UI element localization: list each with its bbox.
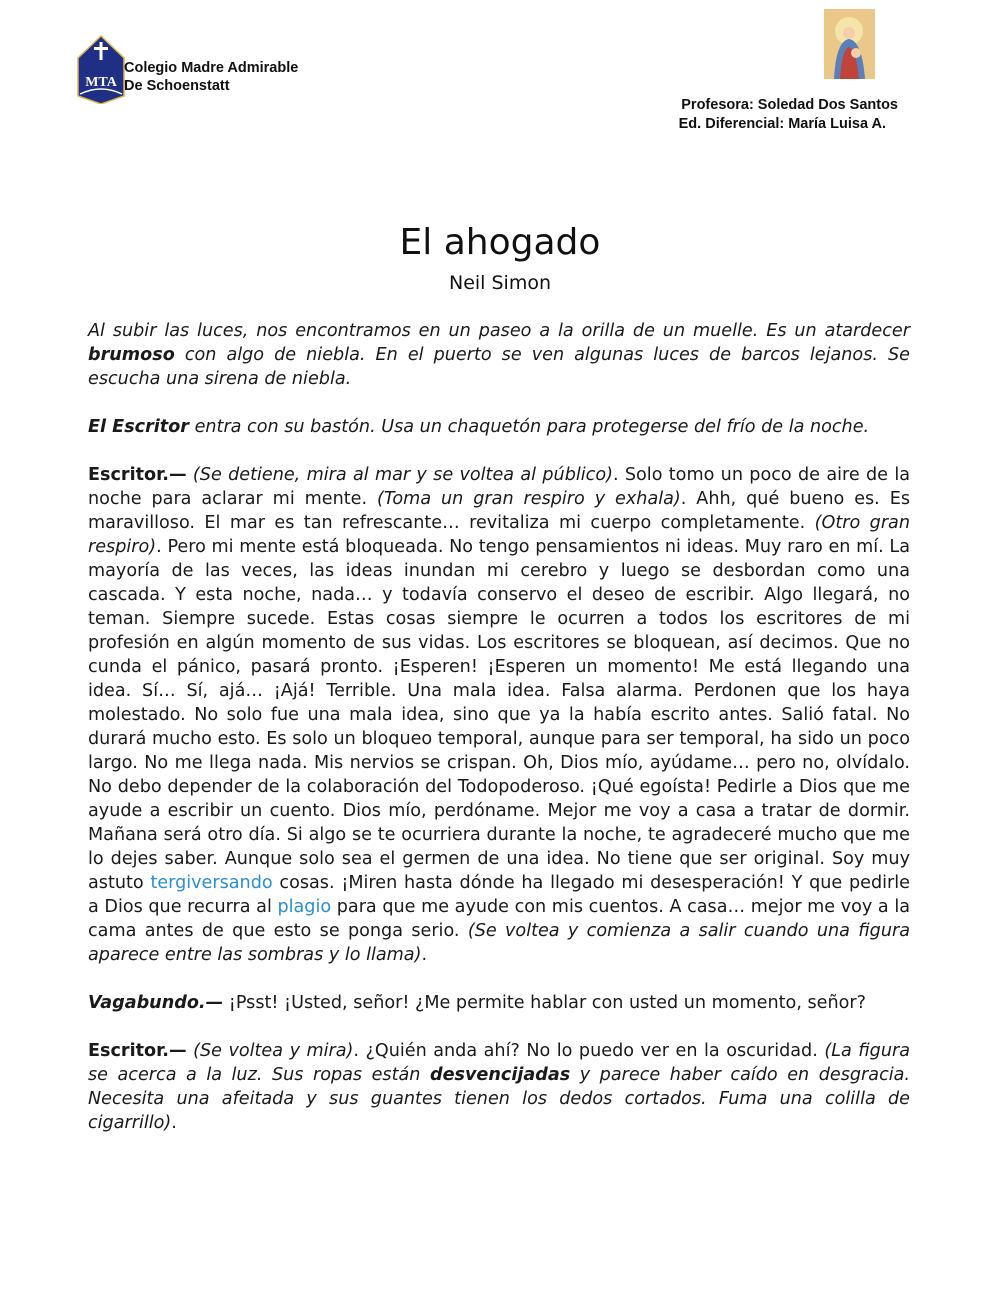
dialogue-text: . Pero mi mente está bloqueada. No tengo pensamientos ni ideas. Muy raro en mí. La mayoría de las veces, las ideas inundan mi cerebro y luego se desbordan como una cascada. Y esta noche, nada… y todavía conservo el deseo de escribir. Algo llegará, no teman. Siempre sucede. Estas cosas siempre le ocurren a todos los escritores de mi profesión en algún momento de sus vidas. Los escritores se bloquean, así decimos. Que no cunda el pánico, pasará pronto. ¡Esperen! ¡Esperen un momento! Me está llegando una idea. Sí… Sí, ajá… ¡Ajá! Terrible. Una mala idea. Falsa alarma. Perdonen que los haya molestado. No solo fue una mala idea, sino que ya la había escrito antes. Salió fatal. No durará mucho esto. Es solo un bloqueo temporal, aunque para ser temporal, ha sido un poco largo. No me llega nada. Mis nervios se crispan. Oh, Dios mío, ayúdame… pero no, olvídalo. No debo depender de la colaboración del Todopoderoso. ¡Qué egoísta! Pedirle a Dios que me ayude a escribir un cuento. Dios mío, perdóname. Mejor me voy a casa a tratar de dormir. Mañana será otro día. Si algo se te ocurriera durante la noche, te agradeceré mucho que me lo dejes saber. Aunque solo sea el germen de una idea. No tiene que ser original. Soy muy astuto	[88, 537, 910, 893]
stage-note: (Otro gran respiro)	[88, 513, 910, 557]
speaker-vagabond: Vagabundo.—	[88, 993, 224, 1013]
intro-bold-word: brumoso	[88, 345, 175, 365]
stage-direction-writer-enters	[88, 415, 910, 439]
special-ed-name: Ed. Diferencial: María Luisa A.	[678, 116, 886, 132]
school-logo-icon	[74, 34, 128, 104]
school-name	[124, 59, 298, 95]
dialogue-text: . ¿Quién anda ahí? No lo puedo ver en la oscuridad.	[353, 1041, 825, 1061]
dialogue-text: .	[421, 945, 428, 965]
dialogue-text: para que me ayude con mis cuentos. A casa… mejor me voy a la cama antes de que esto se ponga serio.	[88, 897, 911, 941]
stage-note: (Toma un gran respiro y exhala)	[376, 489, 681, 509]
school-name-line2: De Schoenstatt	[124, 78, 230, 94]
staff-block	[640, 96, 898, 134]
author-name: Neil Simon	[448, 272, 551, 294]
writer-enters-text: entra con su bastón. Usa un chaquetón para protegerse del frío de la noche.	[188, 417, 870, 437]
stage-note: (Se detiene, mira al mar y se voltea al público)	[186, 465, 613, 485]
dialogue-text: cosas. ¡Miren hasta dónde ha llegado mi desesperación! Y que pedirle a Dios que recurra al	[88, 873, 910, 917]
vocab-word-desvencijadas: desvencijadas	[429, 1065, 571, 1085]
speaker-writer: Escritor.—	[88, 1041, 187, 1061]
stage-note: (Se voltea y mira)	[186, 1041, 354, 1061]
vocab-word-tergiversando: tergiversando	[150, 873, 273, 893]
intro-text-c: con algo de niebla. En el puerto se ven algunas luces de barcos lejanos. Se escucha una sirena de niebla.	[88, 345, 910, 389]
dialogue-text: ¡Psst! ¡Usted, señor! ¿Me permite hablar con usted un momento, señor?	[223, 993, 866, 1013]
writer-reply	[88, 1039, 910, 1135]
dialogue-text: .	[171, 1113, 177, 1133]
writer-label: El Escritor	[88, 417, 189, 437]
school-name-line1: Colegio Madre Admirable	[124, 60, 299, 76]
intro-text-a: Al subir las luces, nos encontramos en un paseo a la orilla de un muelle. Es un atardecer	[88, 321, 910, 341]
stage-note: (La figura se acerca a la luz. Sus ropas están	[88, 1041, 910, 1085]
stage-direction-intro	[88, 319, 910, 391]
page-title: El ahogado	[399, 222, 601, 263]
virgin-mary-portrait-icon	[824, 9, 875, 79]
stage-note: y parece haber caído en desgracia. Necesita una afeitada y sus guantes tienen los dedos cortados. Fuma una colilla de cigarrillo)	[88, 1065, 911, 1133]
vagabond-line	[88, 991, 910, 1015]
writer-monologue	[88, 463, 910, 967]
dialogue-text: . Solo tomo un poco de aire de la noche para aclarar mi mente.	[88, 465, 910, 509]
logo-text: MTA	[85, 75, 117, 90]
speaker-writer: Escritor.—	[88, 465, 187, 485]
document-body	[88, 319, 910, 1159]
teacher-name: Profesora: Soledad Dos Santos	[681, 97, 898, 113]
dialogue-text: . Ahh, qué bueno es. Es maravilloso. El mar es tan refrescante… revitaliza mi cuerpo completamente.	[88, 489, 910, 533]
vocab-word-plagio: plagio	[277, 897, 332, 917]
stage-note: (Se voltea y comienza a salir cuando una figura aparece entre las sombras y lo llama)	[88, 921, 910, 965]
